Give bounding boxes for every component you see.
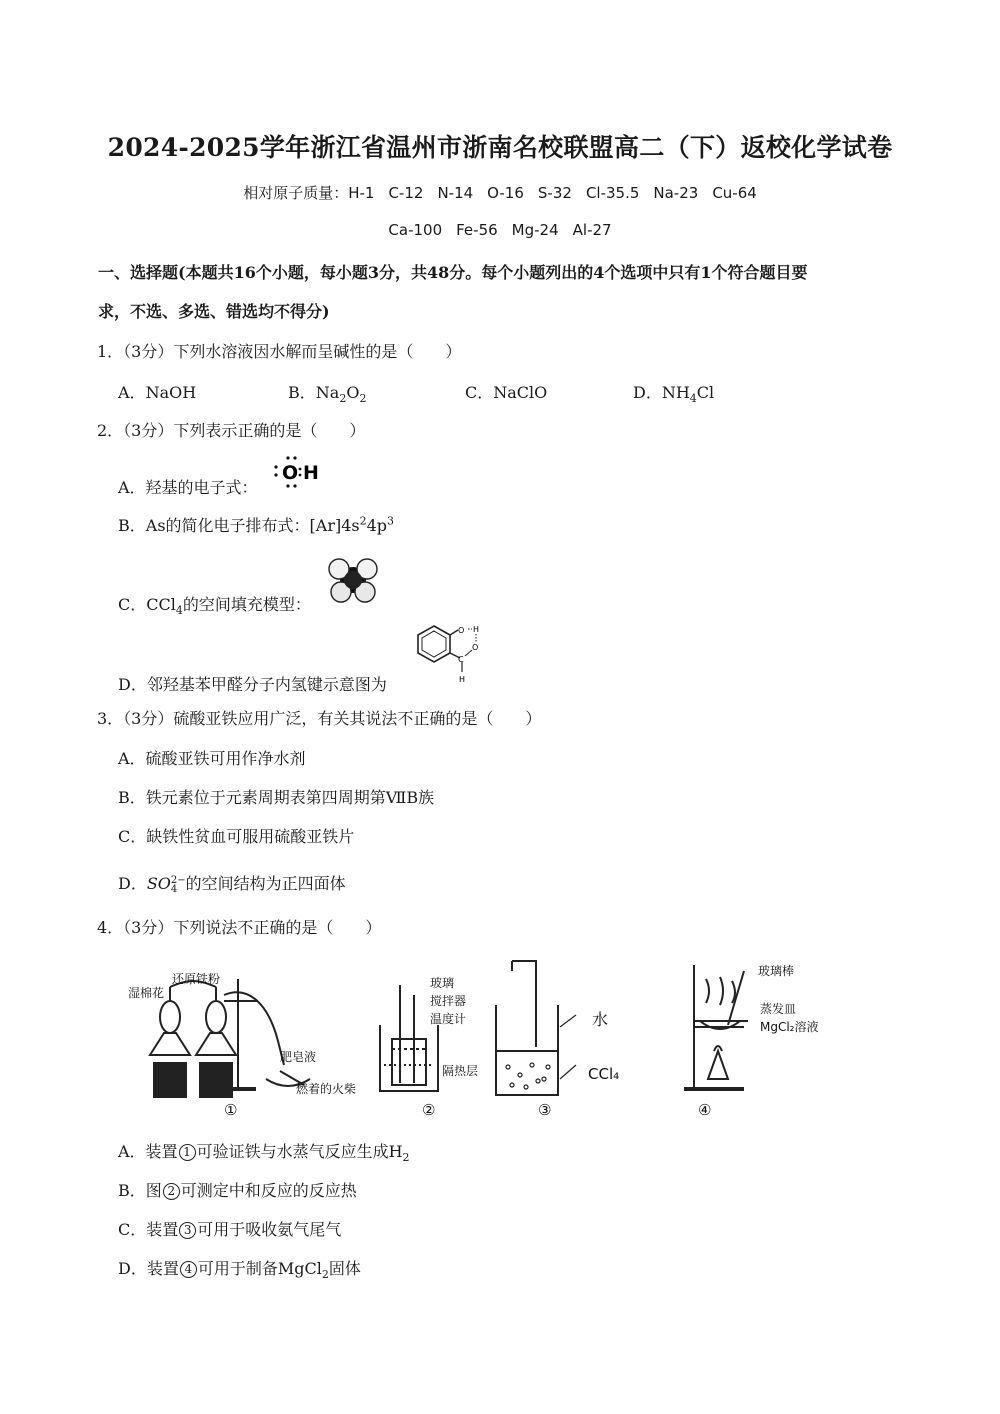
q3-option-b[interactable]: B．铁元素位于元素周期表第四周期第ⅦB族	[118, 788, 435, 807]
q1-option-a[interactable]: A．NaOH	[118, 383, 197, 402]
label-ccl4: CCl₄	[588, 1065, 620, 1083]
q2-stem: 2．（3分）下列表示正确的是（ ）	[97, 421, 366, 440]
apparatus-1	[150, 979, 310, 1097]
q2-option-c[interactable]: C．CCl$_4$的空间填充模型：	[118, 595, 311, 618]
q4-apparatus-figure	[128, 955, 848, 1125]
figure-number-1: ①	[224, 1101, 238, 1119]
label-glass: 玻璃	[430, 976, 455, 990]
atom-h1: H	[473, 625, 480, 634]
mass-item: Fe-56	[456, 221, 498, 239]
figure-number-2: ②	[422, 1101, 436, 1119]
q3-option-a[interactable]: A．硫酸亚铁可用作净水剂	[118, 749, 306, 768]
mass-item: C-12	[388, 184, 424, 202]
q1-option-d[interactable]: D．$NH_4Cl$	[633, 383, 715, 406]
atom-h2: H	[459, 675, 466, 684]
ccl4-space-filling-model	[327, 556, 379, 604]
q2-option-a[interactable]: A．羟基的电子式：	[118, 478, 258, 497]
mass-item: Na-23	[653, 184, 699, 202]
atomic-mass-label: 相对原子质量：	[243, 184, 349, 202]
label-wet-cotton: 湿棉花	[128, 986, 165, 1000]
label-evaporating-dish: 蒸发皿	[760, 1002, 797, 1016]
mass-item: Al-27	[572, 221, 612, 239]
section-heading-line1: 一、选择题(本题共16个小题，每小题3分，共48分。每个小题列出的4个选项中只有1个符合题目要	[98, 263, 808, 282]
q4-option-b[interactable]: B．图 2 可测定中和反应的反应热	[118, 1181, 357, 1200]
q3-option-c[interactable]: C．缺铁性贫血可服用硫酸亚铁片	[118, 827, 355, 846]
formula-h: H	[303, 462, 319, 484]
q3-stem: 3．（3分）硫酸亚铁应用广泛，有关其说法不正确的是（ ）	[97, 709, 542, 728]
q2-option-d[interactable]: D．邻羟基苯甲醛分子内氢键示意图为	[118, 675, 387, 694]
q4-option-d[interactable]: D．装置 4 可用于制备MgCl$_2$固体	[118, 1259, 361, 1282]
q1-option-c[interactable]: C．NaClO	[465, 383, 548, 402]
label-iron-powder: 还原铁粉	[172, 972, 221, 986]
section-heading-line2: 求，不选、多选、错选均不得分)	[98, 302, 330, 321]
atom-c: C	[458, 655, 464, 664]
mass-item: Cl-35.5	[585, 184, 640, 202]
label-water: 水	[592, 1010, 609, 1029]
mass-item: N-14	[437, 184, 474, 202]
q1-option-b[interactable]: B．$Na_2O_2$	[288, 383, 367, 406]
atom-o1: O	[458, 626, 465, 635]
figure-number-3: ③	[538, 1101, 552, 1119]
atomic-mass-line1	[0, 182, 1000, 203]
q4-option-c[interactable]: C．装置 3 可用于吸收氨气尾气	[118, 1220, 342, 1239]
mass-item: Mg-24	[511, 221, 559, 239]
mass-item: O-16	[487, 184, 524, 202]
apparatus-4	[684, 965, 748, 1089]
label-insulation: 隔热层	[442, 1064, 479, 1078]
q2-option-b[interactable]: B．As的简化电子排布式：$[Ar]4s^24p^3$	[118, 514, 395, 535]
mass-item: Cu-64	[712, 184, 757, 202]
page-title: 2024-2025学年浙江省温州市浙南名校联盟高二（下）返校化学试卷	[107, 133, 893, 162]
formula-o: O	[282, 462, 299, 484]
q4-stem: 4．（3分）下列说法不正确的是（ ）	[97, 918, 382, 937]
label-mgcl2-solution: MgCl₂溶液	[760, 1020, 819, 1034]
label-burning-match: 燃着的火柴	[296, 1082, 357, 1096]
label-thermometer: 温度计	[430, 1012, 467, 1026]
apparatus-3	[496, 961, 576, 1095]
label-soap-solution: 肥皂液	[280, 1050, 317, 1064]
q1-stem: 1．（3分）下列水溶液因水解而呈碱性的是（ ）	[97, 342, 462, 361]
label-stirrer: 搅拌器	[430, 994, 467, 1008]
atom-o2: O	[472, 643, 479, 652]
figure-number-4: ④	[698, 1101, 712, 1119]
o-hydroxybenzaldehyde-diagram	[408, 618, 488, 688]
label-glass-rod: 玻璃棒	[758, 964, 795, 978]
q4-option-a[interactable]: A．装置 1 可验证铁与水蒸气反应生成$H_2$	[118, 1142, 410, 1165]
mass-item: H-1	[348, 184, 375, 202]
hydroxyl-electron-formula	[272, 455, 328, 491]
atomic-mass-line2	[0, 221, 1000, 239]
mass-item: S-32	[537, 184, 572, 202]
mass-item: Ca-100	[388, 221, 443, 239]
q3-option-d[interactable]: D．SO 2− 4 的空间结构为正四面体	[118, 874, 346, 895]
